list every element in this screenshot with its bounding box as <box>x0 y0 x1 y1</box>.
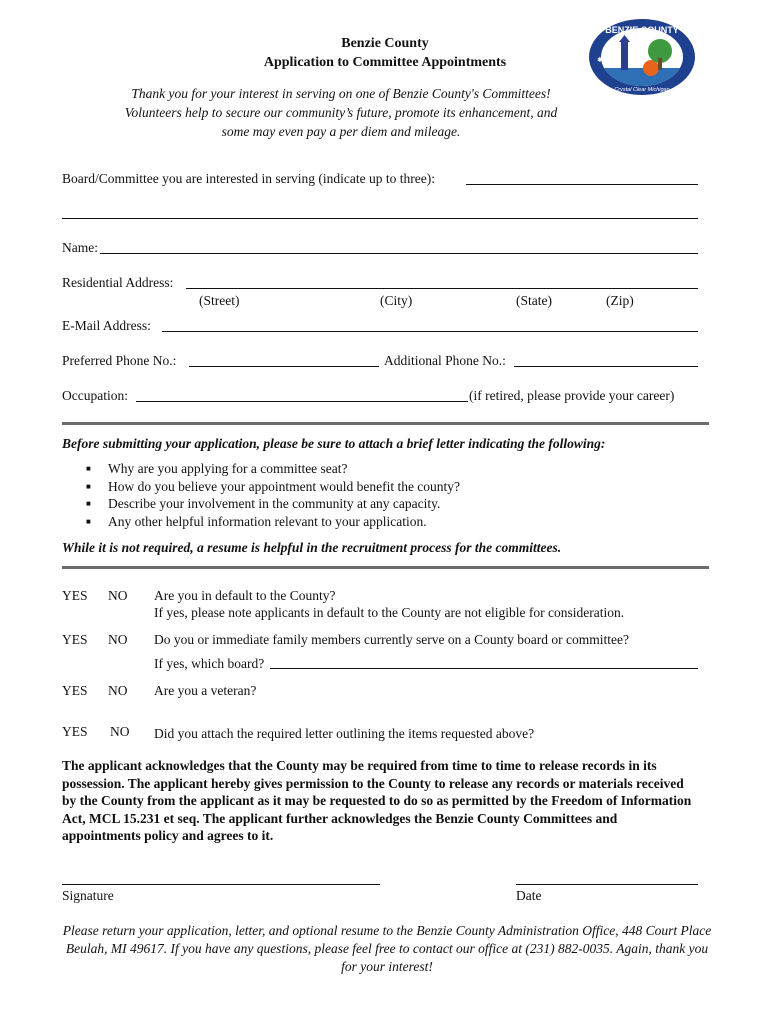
city-caption: (City) <box>380 293 413 308</box>
address-field[interactable] <box>186 288 698 289</box>
list-item: ■ How do you believe your appointment would benefit the county? <box>62 478 460 496</box>
phone-label: Preferred Phone No.: <box>62 353 177 368</box>
q1-yes-option[interactable]: YES <box>62 588 88 603</box>
board-field-line-2[interactable] <box>62 218 698 219</box>
page-title: Application to Committee Appointments <box>263 55 507 70</box>
name-field[interactable] <box>100 253 698 254</box>
q4-text: Did you attach the required letter outlining the items requested above? <box>154 726 535 741</box>
benzie-county-logo <box>588 18 696 96</box>
q4-yes-option[interactable]: YES <box>62 724 88 739</box>
which-board-field[interactable] <box>270 668 698 669</box>
requirements-list <box>62 460 460 530</box>
additional-phone-label: Additional Phone No.: <box>384 353 506 368</box>
phone-field[interactable] <box>189 366 379 367</box>
acknowledgement-text: The applicant acknowledges that the County may be required from time to time to release records in its possession. The applicant hereby gives permission to the County to release any records or materials received by the County from the applicant as it may be requested to do so as permitted by the Freedom of Information Act, MCL 15.231 et seq. The applicant further acknowledges the Benzie County Committees and appointments policy and agrees to it. <box>62 758 692 844</box>
q3-yes-option[interactable]: YES <box>62 683 88 698</box>
q2-yes-option[interactable]: YES <box>62 632 88 647</box>
requirements-heading: Before submitting your application, please be sure to attach a brief letter indicating the following: <box>62 436 606 451</box>
q1-no-option[interactable]: NO <box>108 588 128 603</box>
signature-field[interactable] <box>62 884 380 885</box>
street-caption: (Street) <box>199 293 240 308</box>
intro-text: Thank you for your interest in serving on one of Benzie County's Committees! Volunteers help to secure our community’s future, promote its enhancement, and some may even pay a per diem and mileage. <box>124 86 558 139</box>
board-field[interactable] <box>466 184 698 185</box>
logo-tree-trunk <box>658 58 662 70</box>
email-field[interactable] <box>162 331 698 332</box>
logo-lighthouse <box>621 42 628 70</box>
occupation-note: (if retired, please provide your career) <box>469 388 675 403</box>
q2-followup-label: If yes, which board? <box>154 656 265 671</box>
resume-note: While it is not required, a resume is helpful in the recruitment process for the committees. <box>62 540 562 555</box>
logo-star-icon: ✱ <box>597 56 603 64</box>
logo-top-text: BENZIE COUNTY <box>605 25 679 35</box>
county-name: Benzie County <box>341 36 429 51</box>
additional-phone-field[interactable] <box>514 366 698 367</box>
occupation-field[interactable] <box>136 401 468 402</box>
q2-no-option[interactable]: NO <box>108 632 128 647</box>
section-divider <box>62 422 709 425</box>
q3-text: Are you a veteran? <box>154 683 257 698</box>
occupation-label: Occupation: <box>62 388 128 403</box>
q1-note: If yes, please note applicants in default to the County are not eligible for consideration. <box>154 605 625 620</box>
list-item: ■ Describe your involvement in the community at any capacity. <box>62 495 460 513</box>
name-label: Name: <box>62 240 98 255</box>
zip-caption: (Zip) <box>606 293 634 308</box>
address-label: Residential Address: <box>62 275 174 290</box>
logo-bottom-text: Crystal Clear Michigan <box>614 87 670 93</box>
q1-text: Are you in default to the County? <box>154 588 336 603</box>
section-divider <box>62 566 709 569</box>
list-item: ■ Any other helpful information relevant to your application. <box>62 513 460 531</box>
q4-no-option[interactable]: NO <box>110 724 130 739</box>
q3-no-option[interactable]: NO <box>108 683 128 698</box>
date-label: Date <box>516 888 542 903</box>
list-item: ■ Why are you applying for a committee seat? <box>62 460 460 478</box>
state-caption: (State) <box>516 293 552 308</box>
signature-label: Signature <box>62 888 114 903</box>
q2-text: Do you or immediate family members currently serve on a County board or committee? <box>154 632 629 647</box>
footer-text: Please return your application, letter, and optional resume to the Benzie County Administration Office, 448 Court Place Beulah, MI 49617. If you have any questions, please feel free to contact our office at (231) 882-0035. Again, thank you for your interest! <box>62 923 712 974</box>
board-label: Board/Committee you are interested in serving (indicate up to three): <box>62 171 436 186</box>
date-field[interactable] <box>516 884 698 885</box>
email-label: E-Mail Address: <box>62 318 151 333</box>
